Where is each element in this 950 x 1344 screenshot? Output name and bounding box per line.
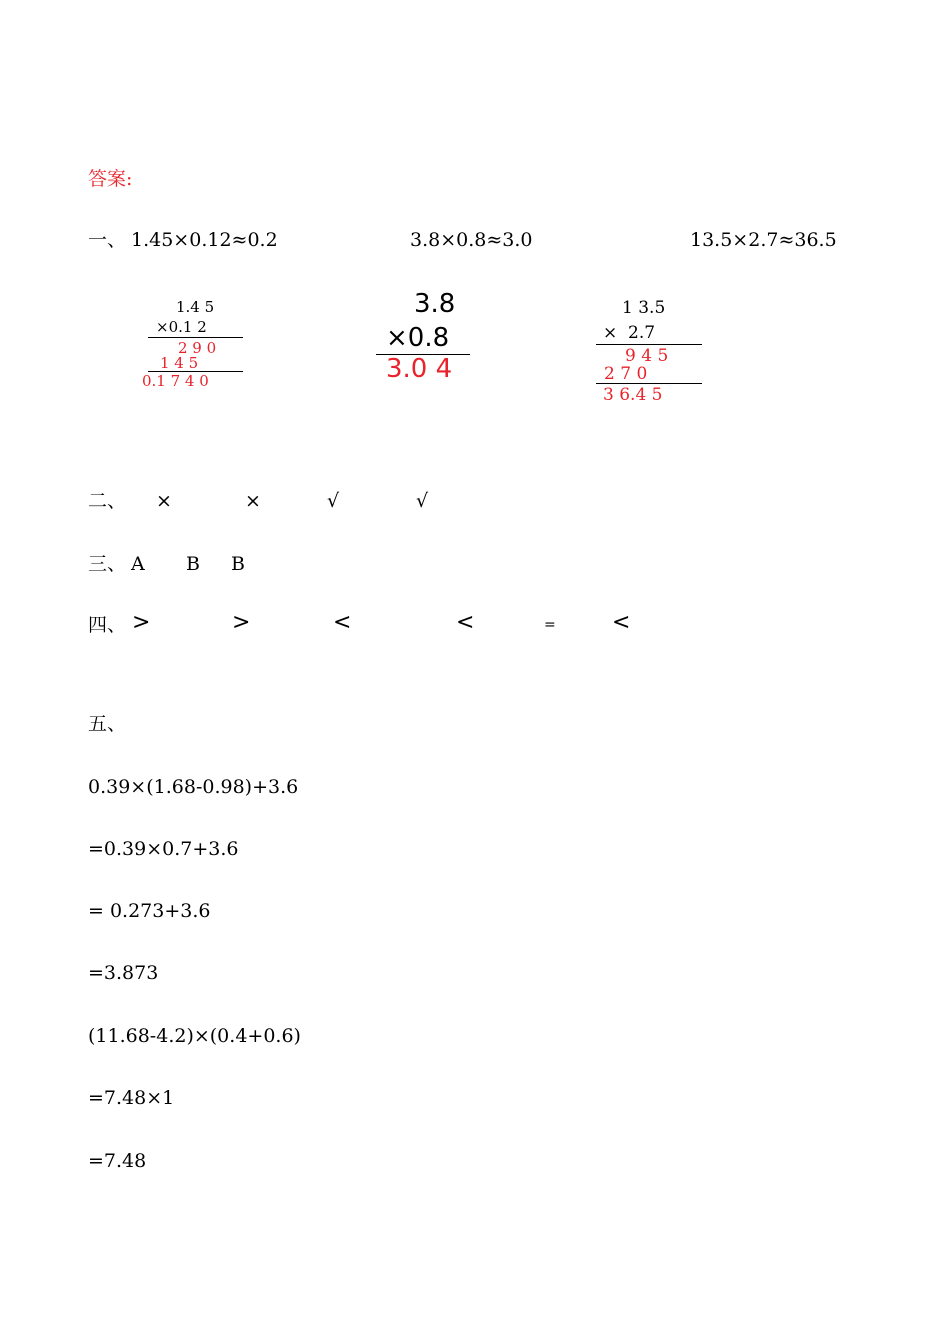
calc1-result: 0.1 7 4 0: [142, 372, 209, 390]
section-4-answer-2: >: [232, 610, 251, 635]
section-4-answer-1: >: [132, 610, 151, 635]
section-2-label: 二、: [88, 490, 127, 512]
section-5-line-6: =7.48×1: [88, 1087, 175, 1109]
section-4-answer-4: <: [456, 610, 475, 635]
section-5-line-2: =0.39×0.7+3.6: [88, 838, 239, 860]
section-4-answer-6: <: [612, 610, 631, 635]
section-2-answer-1: ×: [156, 490, 172, 512]
calc2-multiplier: ×0.8: [386, 323, 450, 353]
calc1-rule-1: [148, 337, 243, 338]
section-5-label: 五、: [88, 713, 127, 735]
section-4-label: 四、: [88, 614, 127, 636]
section-1-label: 一、: [88, 229, 127, 251]
calc3-partial-1: 9 4 5: [625, 346, 669, 366]
section-4-answer-3: <: [333, 610, 352, 635]
calc3-rule-1: [596, 344, 702, 345]
section-1-equation-2: 3.8×0.8≈3.0: [410, 229, 533, 251]
calc3-multiplicand: 1 3.5: [622, 298, 666, 318]
section-1-equation-3: 13.5×2.7≈36.5: [690, 229, 837, 251]
section-2-answer-2: ×: [245, 490, 261, 512]
section-5-line-1: 0.39×(1.68-0.98)+3.6: [88, 776, 299, 798]
calc1-multiplier: ×0.1 2: [156, 318, 207, 336]
calc2-multiplicand: 3.8: [414, 289, 456, 319]
calc1-partial-2: 1 4 5: [160, 354, 199, 372]
answer-title: 答案:: [88, 168, 133, 190]
section-4-answer-5: =: [544, 617, 556, 633]
calc1-partial-1: 2 9 0: [178, 339, 217, 357]
calc3-partial-2: 2 7 0: [604, 364, 648, 384]
calc3-rule-2: [596, 383, 702, 384]
section-2-answer-4: √: [416, 490, 429, 512]
section-3-label: 三、: [88, 553, 127, 575]
section-3-answer-1: A: [131, 553, 145, 575]
section-5-line-5: (11.68-4.2)×(0.4+0.6): [88, 1025, 301, 1047]
section-1-equation-1: 1.45×0.12≈0.2: [131, 229, 278, 251]
section-5-line-7: =7.48: [88, 1150, 147, 1172]
section-5-line-4: =3.873: [88, 962, 159, 984]
calc2-result: 3.0 4: [386, 354, 453, 384]
section-5-line-3: = 0.273+3.6: [88, 900, 211, 922]
calc3-multiplier: × 2.7: [603, 323, 656, 343]
section-3-answer-2: B: [186, 553, 200, 575]
calc1-multiplicand: 1.4 5: [176, 298, 215, 316]
section-3-answer-3: B: [231, 553, 245, 575]
calc3-result: 3 6.4 5: [603, 385, 663, 405]
section-2-answer-3: √: [327, 490, 340, 512]
